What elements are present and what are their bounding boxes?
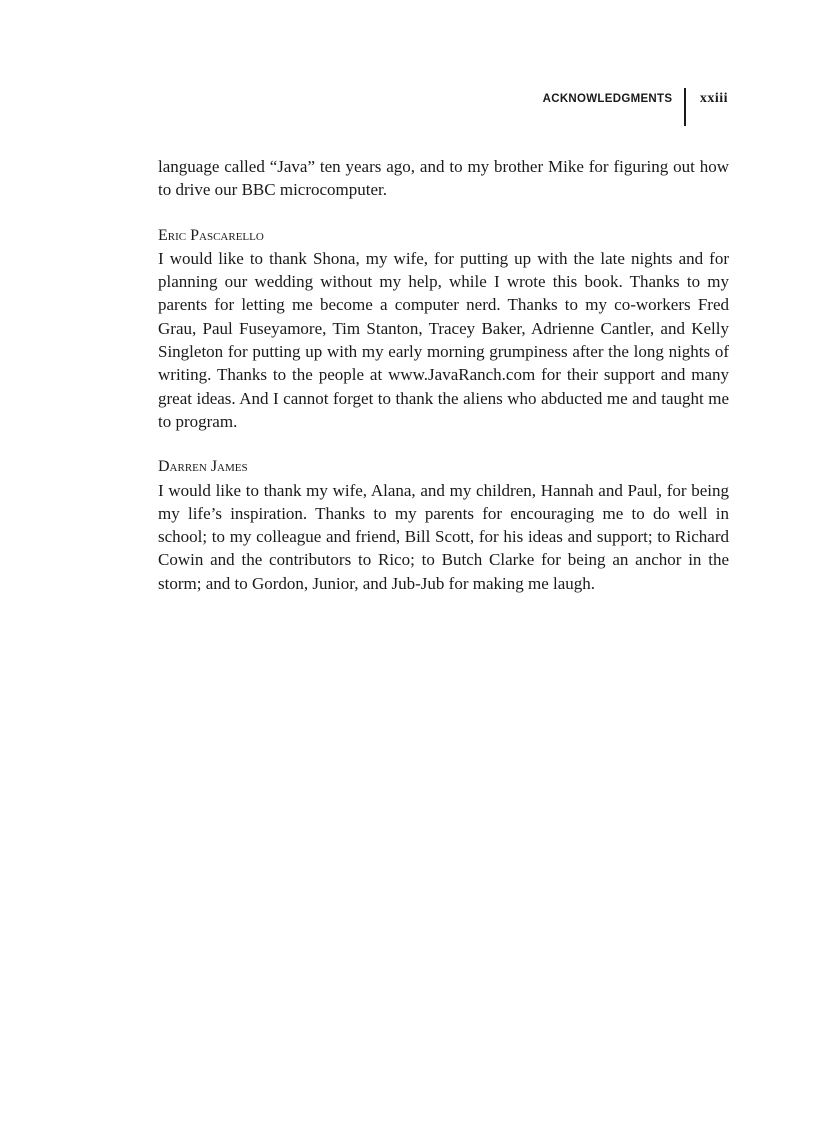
acknowledgment-text: I would like to thank my wife, Alana, and my children, Hannah and Paul, for being my life’s inspiration. Thanks to my parents for encouraging me to do well in school; to my colleague and friend, Bill Scott, for his ideas and support; to Richard Cowin and the contributors to Rico; to Butch Clarke for being an anchor in the storm; and to Gordon, Junior, and Jub-Jub for making me laugh.: [158, 480, 729, 593]
continued-acronym: BBC: [241, 180, 276, 200]
header-divider: [684, 88, 686, 126]
continued-paragraph: [158, 155, 729, 202]
continued-text-end: microcomputer.: [275, 180, 388, 200]
page-body: [158, 155, 729, 595]
acknowledgment-text: I would like to thank Shona, my wife, for putting up with the late nights and for planning our wedding without my help, while I wrote this book. Thanks to my parents for letting me become a computer nerd. Thanks to my co-workers Fred Grau, Paul Fuseyamore, Tim Stanton, Tracey Baker, Adrienne Cantler, and Kelly Singleton for putting up with my early morning grumpiness after the long nights of writing. Thanks to the people at www.JavaRanch.com for their support and many great ideas. And I cannot forget to thank the aliens who abducted me and taught me to program.: [158, 248, 729, 431]
acknowledgment-entry-james: [158, 455, 729, 595]
author-name: Eric Pascarello: [158, 226, 264, 244]
author-name: Darren James: [158, 458, 248, 476]
running-head: [543, 88, 728, 130]
section-title: ACKNOWLEDGMENTS: [542, 93, 673, 105]
acknowledgment-entry-pascarello: [158, 224, 729, 434]
page-number: xxiii: [699, 91, 728, 106]
continued-text-start: language called “Java” ten years ago, and to my brother Mike for figuring out how to drive our: [158, 157, 729, 200]
